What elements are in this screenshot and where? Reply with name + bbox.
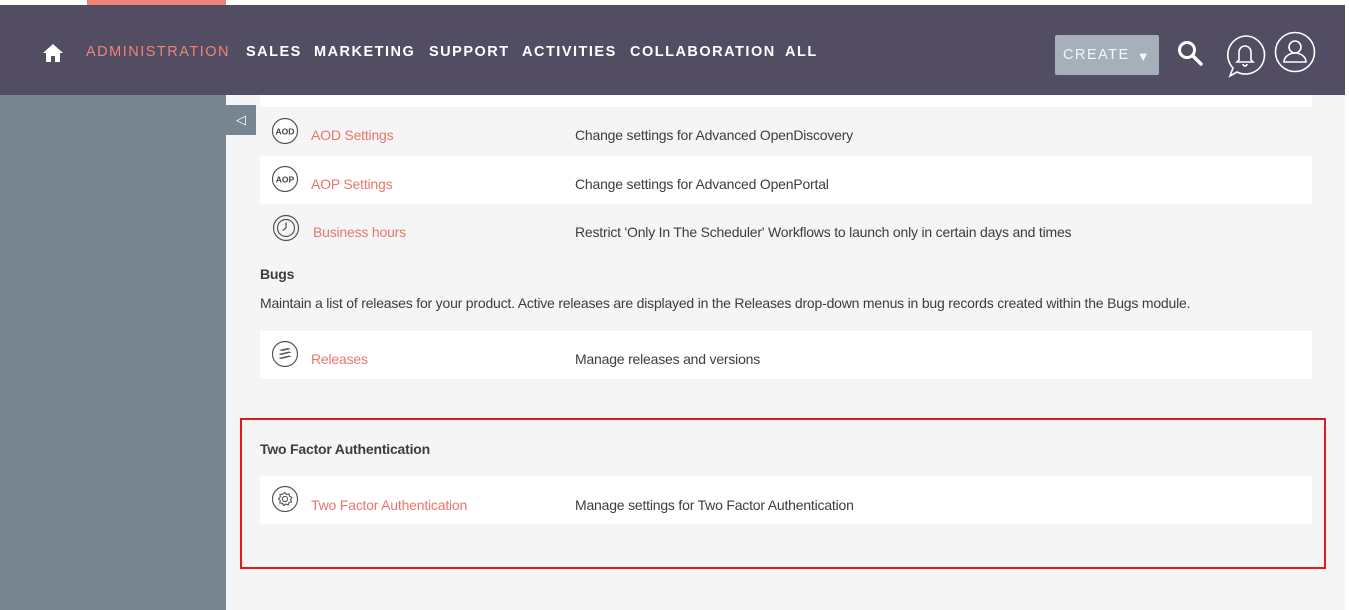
aop-icon xyxy=(271,165,299,193)
gear-icon xyxy=(271,485,299,513)
releases-link[interactable]: Releases xyxy=(311,351,368,367)
aop-settings-link[interactable]: AOP Settings xyxy=(311,176,393,192)
nav-all[interactable]: ALL xyxy=(785,44,818,60)
aod-settings-link[interactable]: AOD Settings xyxy=(311,127,394,143)
releases-icon xyxy=(271,340,299,368)
settings-row-aop xyxy=(260,156,1312,204)
aop-settings-description: Change settings for Advanced OpenPortal xyxy=(575,176,829,192)
aop-icon-text: AOP xyxy=(275,174,295,185)
create-button[interactable] xyxy=(1055,35,1159,75)
create-label: CREATE xyxy=(1062,47,1130,63)
nav-marketing[interactable]: MARKETING xyxy=(314,44,416,60)
aod-icon-text: AOD xyxy=(275,126,295,137)
settings-row-business-hours xyxy=(260,204,1312,252)
releases-description: Manage releases and versions xyxy=(575,351,761,367)
nav-administration[interactable]: ADMINISTRATION xyxy=(86,44,230,60)
window-edge xyxy=(1345,0,1349,610)
home-icon[interactable] xyxy=(42,43,64,63)
nav-activities[interactable]: ACTIVITIES xyxy=(522,44,617,60)
two-factor-auth-link[interactable]: Two Factor Authentication xyxy=(311,497,468,513)
business-hours-link[interactable]: Business hours xyxy=(313,224,406,240)
search-icon[interactable] xyxy=(1176,39,1204,67)
user-profile-icon[interactable] xyxy=(1274,31,1316,73)
caret-down-icon: ▼ xyxy=(1136,49,1152,64)
nav-support[interactable]: SUPPORT xyxy=(429,44,510,60)
aod-settings-description: Change settings for Advanced OpenDiscovery xyxy=(575,127,853,143)
bugs-section-description: Maintain a list of releases for your product. Active releases are displayed in the Releases drop-down menus in bug records created within the Bugs module. xyxy=(260,295,1191,311)
bugs-section-title: Bugs xyxy=(260,266,295,282)
business-hours-description: Restrict 'Only In The Scheduler' Workflows to launch only in certain days and times xyxy=(575,224,1072,240)
sidebar xyxy=(0,95,226,610)
settings-row-aod xyxy=(260,109,1312,157)
two-factor-auth-description: Manage settings for Two Factor Authentication xyxy=(575,497,854,513)
settings-row-releases xyxy=(260,331,1312,379)
notifications-icon[interactable] xyxy=(1224,34,1266,78)
nav-sales[interactable]: SALES xyxy=(246,44,302,60)
settings-row-two-factor-auth xyxy=(260,476,1312,524)
sidebar-collapse-button[interactable] xyxy=(226,105,256,135)
nav-collaboration[interactable]: COLLABORATION xyxy=(630,44,776,60)
aod-icon xyxy=(271,117,299,145)
collapse-arrow-icon: ◁ xyxy=(236,112,246,127)
top-navbar xyxy=(0,5,1345,95)
partial-settings-row xyxy=(260,95,1312,107)
clock-icon xyxy=(272,214,300,242)
tfa-section-title: Two Factor Authentication xyxy=(260,441,430,457)
